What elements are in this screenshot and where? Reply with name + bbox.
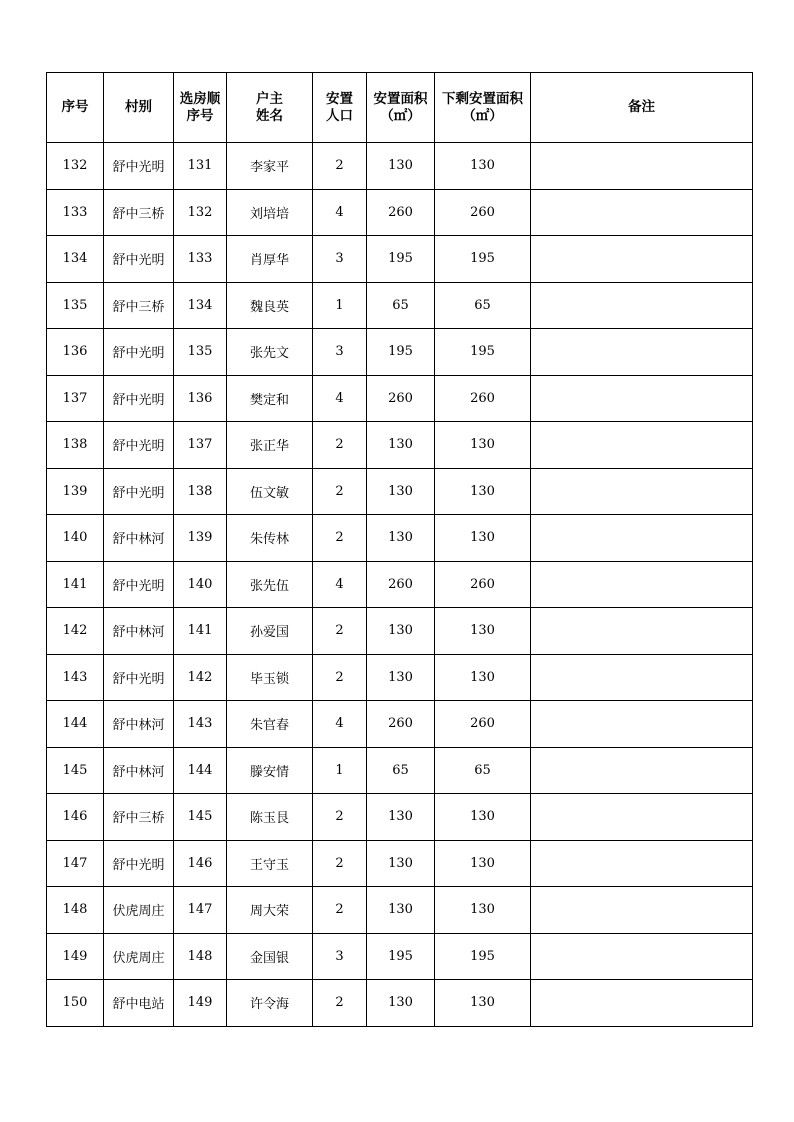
cell-area: 65 [367, 282, 435, 329]
cell-remain: 130 [435, 422, 531, 469]
cell-order: 142 [174, 654, 227, 701]
cell-owner: 毕玉锁 [227, 654, 313, 701]
cell-order: 140 [174, 561, 227, 608]
cell-owner: 张正华 [227, 422, 313, 469]
cell-area: 195 [367, 236, 435, 283]
table-row [47, 282, 753, 329]
cell-village: 舒中林河 [104, 608, 174, 655]
cell-remain: 195 [435, 933, 531, 980]
cell-remain: 65 [435, 747, 531, 794]
cell-area: 130 [367, 840, 435, 887]
table-row [47, 515, 753, 562]
cell-owner: 孙爱国 [227, 608, 313, 655]
cell-village: 舒中电站 [104, 980, 174, 1027]
cell-seq: 149 [47, 933, 104, 980]
cell-owner: 魏良英 [227, 282, 313, 329]
cell-remain: 260 [435, 375, 531, 422]
cell-owner: 刘培培 [227, 189, 313, 236]
cell-village: 舒中三桥 [104, 794, 174, 841]
resettlement-table [46, 72, 753, 1027]
cell-village: 舒中光明 [104, 375, 174, 422]
cell-people: 3 [313, 329, 367, 376]
cell-order: 149 [174, 980, 227, 1027]
cell-village: 舒中光明 [104, 654, 174, 701]
cell-owner: 樊定和 [227, 375, 313, 422]
cell-people: 1 [313, 747, 367, 794]
cell-remain: 65 [435, 282, 531, 329]
cell-remark [531, 143, 753, 190]
table-row [47, 608, 753, 655]
cell-remark [531, 980, 753, 1027]
cell-people: 2 [313, 143, 367, 190]
cell-seq: 148 [47, 887, 104, 934]
cell-order: 131 [174, 143, 227, 190]
cell-remain: 260 [435, 189, 531, 236]
cell-village: 舒中光明 [104, 468, 174, 515]
header-order: 选房顺 序号 [174, 73, 227, 143]
table-row [47, 747, 753, 794]
cell-seq: 132 [47, 143, 104, 190]
cell-people: 2 [313, 794, 367, 841]
cell-area: 130 [367, 654, 435, 701]
cell-seq: 145 [47, 747, 104, 794]
cell-remark [531, 794, 753, 841]
cell-owner: 朱官春 [227, 701, 313, 748]
cell-area: 260 [367, 561, 435, 608]
cell-owner: 周大荣 [227, 887, 313, 934]
cell-seq: 134 [47, 236, 104, 283]
cell-village: 舒中光明 [104, 143, 174, 190]
cell-people: 3 [313, 933, 367, 980]
cell-order: 148 [174, 933, 227, 980]
cell-order: 145 [174, 794, 227, 841]
header-owner: 户主 姓名 [227, 73, 313, 143]
cell-people: 3 [313, 236, 367, 283]
cell-remain: 195 [435, 329, 531, 376]
cell-remark [531, 747, 753, 794]
cell-remark [531, 422, 753, 469]
table-row [47, 236, 753, 283]
cell-remark [531, 189, 753, 236]
cell-area: 195 [367, 933, 435, 980]
table-row [47, 933, 753, 980]
cell-area: 130 [367, 887, 435, 934]
cell-area: 260 [367, 701, 435, 748]
cell-order: 132 [174, 189, 227, 236]
cell-seq: 138 [47, 422, 104, 469]
cell-people: 4 [313, 701, 367, 748]
cell-remark [531, 515, 753, 562]
cell-people: 2 [313, 608, 367, 655]
cell-remain: 130 [435, 515, 531, 562]
table-row [47, 422, 753, 469]
cell-owner: 朱传林 [227, 515, 313, 562]
cell-people: 2 [313, 887, 367, 934]
cell-village: 舒中光明 [104, 561, 174, 608]
cell-remain: 260 [435, 701, 531, 748]
cell-people: 2 [313, 840, 367, 887]
cell-people: 2 [313, 468, 367, 515]
cell-owner: 金国银 [227, 933, 313, 980]
cell-people: 2 [313, 422, 367, 469]
cell-seq: 139 [47, 468, 104, 515]
cell-owner: 张先伍 [227, 561, 313, 608]
cell-owner: 王守玉 [227, 840, 313, 887]
cell-remark [531, 282, 753, 329]
cell-remark [531, 561, 753, 608]
header-people: 安置 人口 [313, 73, 367, 143]
cell-seq: 143 [47, 654, 104, 701]
cell-remain: 130 [435, 887, 531, 934]
cell-area: 195 [367, 329, 435, 376]
table-row [47, 189, 753, 236]
cell-area: 130 [367, 143, 435, 190]
cell-seq: 135 [47, 282, 104, 329]
cell-order: 137 [174, 422, 227, 469]
table-row [47, 329, 753, 376]
header-seq: 序号 [47, 73, 104, 143]
cell-remain: 130 [435, 608, 531, 655]
cell-area: 130 [367, 980, 435, 1027]
cell-seq: 140 [47, 515, 104, 562]
table-row [47, 794, 753, 841]
cell-owner: 李家平 [227, 143, 313, 190]
cell-village: 舒中三桥 [104, 189, 174, 236]
cell-remark [531, 654, 753, 701]
cell-seq: 150 [47, 980, 104, 1027]
cell-remark [531, 933, 753, 980]
cell-village: 舒中光明 [104, 840, 174, 887]
cell-remain: 130 [435, 143, 531, 190]
cell-remark [531, 840, 753, 887]
table-row [47, 701, 753, 748]
cell-remark [531, 608, 753, 655]
cell-remark [531, 329, 753, 376]
cell-area: 260 [367, 375, 435, 422]
cell-owner: 滕安情 [227, 747, 313, 794]
cell-village: 舒中三桥 [104, 282, 174, 329]
cell-area: 260 [367, 189, 435, 236]
cell-seq: 136 [47, 329, 104, 376]
cell-people: 1 [313, 282, 367, 329]
cell-area: 130 [367, 794, 435, 841]
table-row [47, 468, 753, 515]
cell-order: 141 [174, 608, 227, 655]
header-remark: 备注 [531, 73, 753, 143]
cell-people: 2 [313, 515, 367, 562]
cell-order: 139 [174, 515, 227, 562]
cell-area: 130 [367, 608, 435, 655]
header-remain: 下剩安置面积 （㎡） [435, 73, 531, 143]
cell-remark [531, 887, 753, 934]
cell-area: 65 [367, 747, 435, 794]
cell-people: 4 [313, 561, 367, 608]
header-village: 村别 [104, 73, 174, 143]
cell-order: 138 [174, 468, 227, 515]
cell-order: 147 [174, 887, 227, 934]
cell-seq: 133 [47, 189, 104, 236]
header-row [47, 73, 753, 143]
table-row [47, 654, 753, 701]
header-area: 安置面积 （㎡） [367, 73, 435, 143]
cell-owner: 陈玉艮 [227, 794, 313, 841]
cell-people: 4 [313, 375, 367, 422]
cell-seq: 137 [47, 375, 104, 422]
cell-owner: 许令海 [227, 980, 313, 1027]
cell-area: 130 [367, 468, 435, 515]
cell-order: 134 [174, 282, 227, 329]
cell-village: 舒中林河 [104, 701, 174, 748]
cell-order: 144 [174, 747, 227, 794]
cell-order: 136 [174, 375, 227, 422]
cell-order: 133 [174, 236, 227, 283]
cell-village: 舒中林河 [104, 515, 174, 562]
cell-order: 143 [174, 701, 227, 748]
cell-village: 伏虎周庄 [104, 887, 174, 934]
cell-order: 135 [174, 329, 227, 376]
cell-village: 伏虎周庄 [104, 933, 174, 980]
cell-seq: 142 [47, 608, 104, 655]
cell-order: 146 [174, 840, 227, 887]
cell-people: 2 [313, 980, 367, 1027]
table-row [47, 143, 753, 190]
table-row [47, 980, 753, 1027]
cell-remain: 260 [435, 561, 531, 608]
cell-remark [531, 468, 753, 515]
cell-owner: 肖厚华 [227, 236, 313, 283]
table-row [47, 840, 753, 887]
cell-village: 舒中光明 [104, 236, 174, 283]
cell-seq: 141 [47, 561, 104, 608]
table-row [47, 887, 753, 934]
cell-remain: 130 [435, 840, 531, 887]
cell-remark [531, 236, 753, 283]
cell-area: 130 [367, 515, 435, 562]
cell-people: 4 [313, 189, 367, 236]
cell-remain: 130 [435, 468, 531, 515]
cell-remark [531, 375, 753, 422]
cell-seq: 147 [47, 840, 104, 887]
cell-village: 舒中林河 [104, 747, 174, 794]
table-row [47, 375, 753, 422]
cell-remain: 130 [435, 794, 531, 841]
cell-village: 舒中光明 [104, 422, 174, 469]
cell-village: 舒中光明 [104, 329, 174, 376]
cell-area: 130 [367, 422, 435, 469]
cell-seq: 146 [47, 794, 104, 841]
cell-owner: 张先文 [227, 329, 313, 376]
table-row [47, 561, 753, 608]
cell-people: 2 [313, 654, 367, 701]
cell-owner: 伍文敏 [227, 468, 313, 515]
cell-remain: 195 [435, 236, 531, 283]
cell-remain: 130 [435, 654, 531, 701]
cell-seq: 144 [47, 701, 104, 748]
cell-remain: 130 [435, 980, 531, 1027]
cell-remark [531, 701, 753, 748]
